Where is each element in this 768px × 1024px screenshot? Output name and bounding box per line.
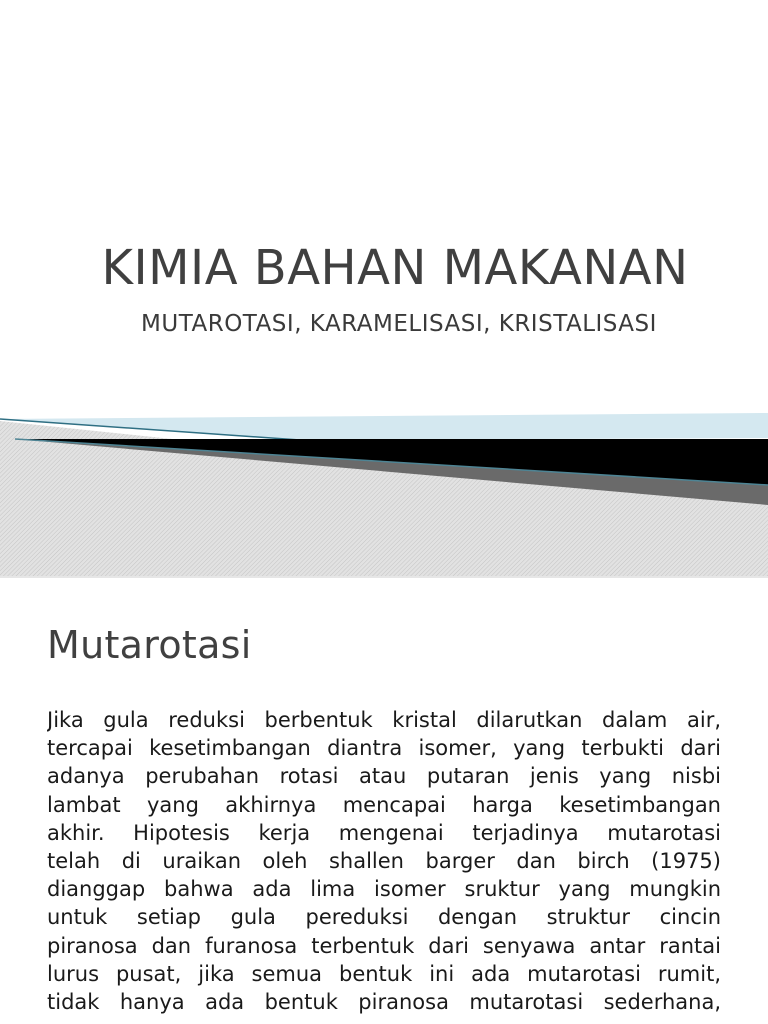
content-slide: [0, 578, 768, 1024]
body-line: Jika gula reduksi berbentuk kristal dilarutkan dalam air,: [47, 708, 721, 732]
body-line: telah di uraikan oleh shallen barger dan birch (1975): [47, 848, 721, 873]
body-line: adanya perubahan rotasi atau putaran jenis yang nisbi: [47, 764, 721, 789]
body-line: untuk setiap gula pereduksi dengan struktur cincin: [47, 905, 721, 930]
section-heading: Mutarotasi: [47, 623, 252, 667]
slide-title: KIMIA BAHAN MAKANAN: [101, 240, 689, 296]
decorative-band: [0, 405, 768, 576]
body-line: dianggap bahwa ada lima isomer sruktur yang mungkin: [47, 877, 721, 902]
body-line: piranosa dan furanosa terbentuk dari senyawa antar rantai: [47, 933, 721, 958]
body-line: akhir. Hipotesis kerja mengenai terjadinya mutarotasi: [47, 820, 721, 845]
body-line: lurus pusat, jika semua bentuk ini ada mutarotasi rumit,: [47, 961, 721, 986]
body-paragraph: [47, 706, 721, 1016]
slide-subtitle: MUTAROTASI, KARAMELISASI, KRISTALISASI: [141, 311, 657, 337]
body-line: lambat yang akhirnya mencapai harga kesetimbangan: [47, 792, 721, 817]
body-line: tidak hanya ada bentuk piranosa mutarotasi sederhana,: [47, 989, 721, 1014]
body-line: tercapai kesetimbangan diantra isomer, yang terbukti dari: [47, 736, 721, 761]
